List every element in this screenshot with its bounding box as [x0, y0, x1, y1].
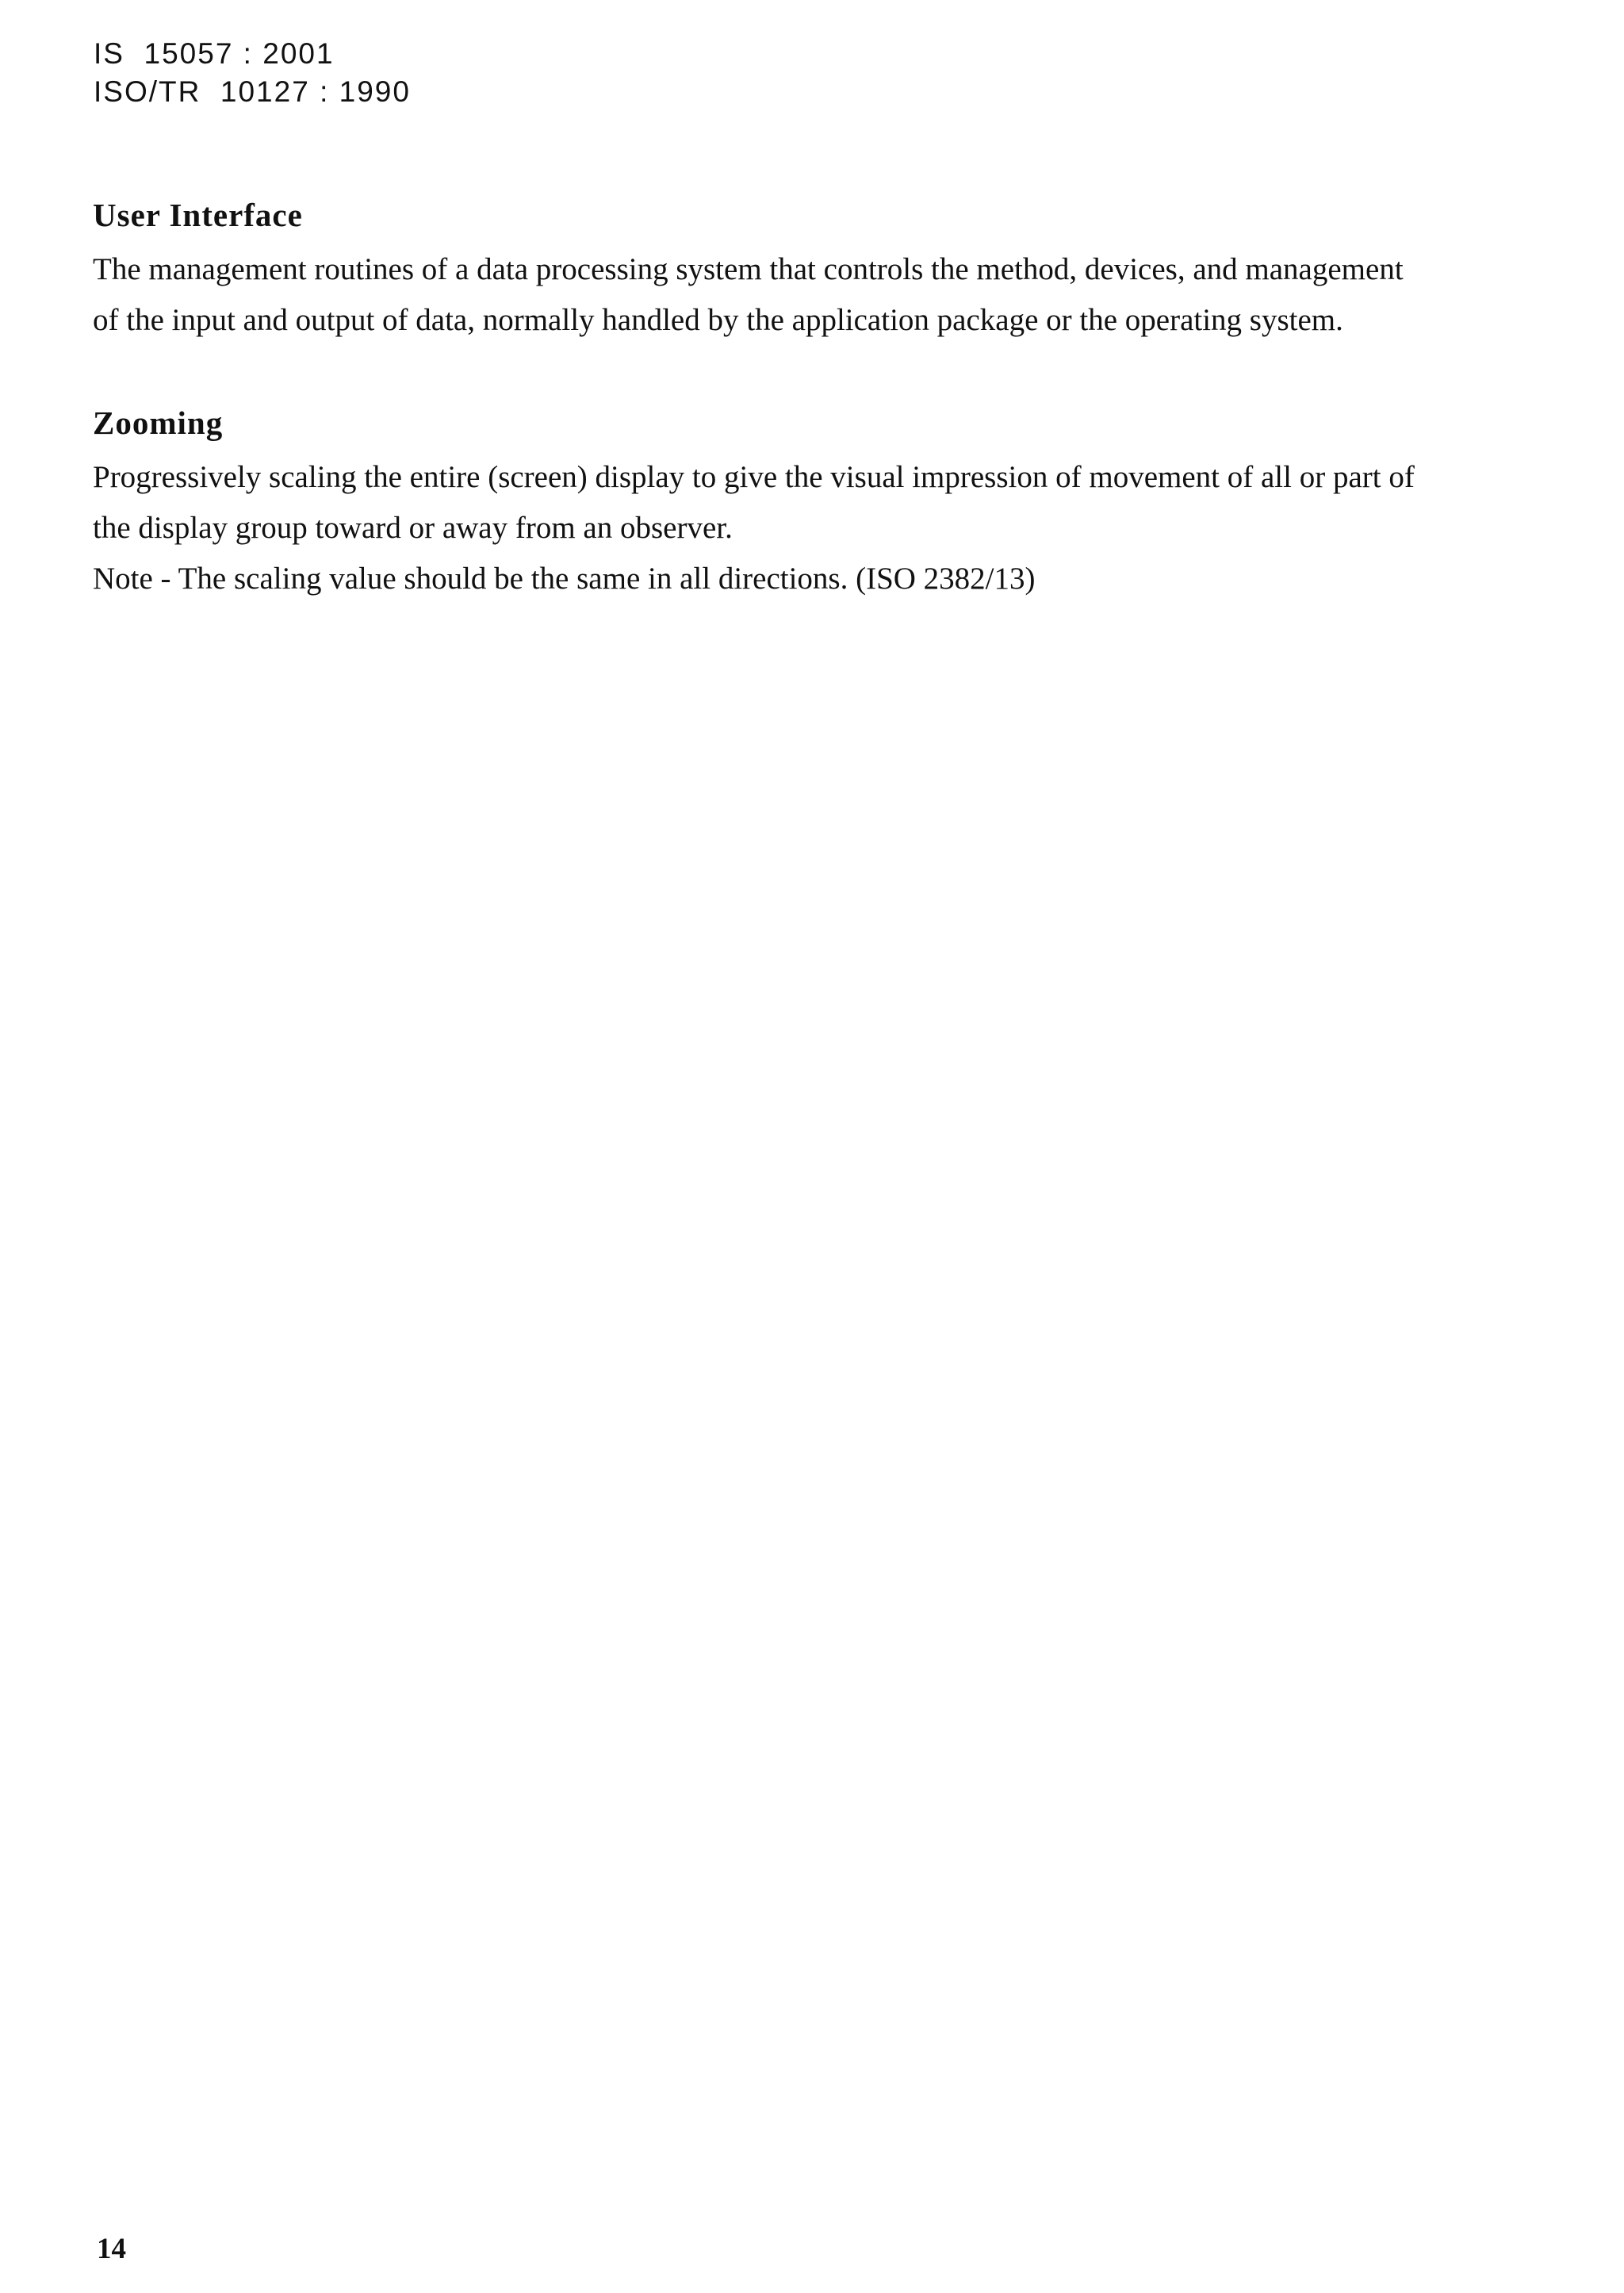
term-heading: User Interface: [93, 197, 303, 233]
definition-line: of the input and output of data, normally handled by the application package or the operating system.: [93, 303, 1343, 337]
definition-note: Note - The scaling value should be the same in all directions. (ISO 2382/13): [93, 562, 1036, 596]
definition-line: Progressively scaling the entire (screen) display to give the visual impression of movement of all or part of: [93, 460, 1415, 494]
definition-line: the display group toward or away from an observer.: [93, 511, 733, 545]
term-heading: Zooming: [93, 405, 224, 441]
definition-user-interface: [93, 195, 1568, 346]
document-header: [94, 35, 411, 111]
page-number: 14: [97, 2233, 126, 2265]
definition-line: The management routines of a data processing system that controls the method, devices, and management: [93, 252, 1404, 286]
definition-zooming: [93, 403, 1568, 604]
iso-reference: ISO/TR 10127 : 1990: [94, 75, 411, 108]
standard-number: IS 15057 : 2001: [94, 37, 335, 70]
